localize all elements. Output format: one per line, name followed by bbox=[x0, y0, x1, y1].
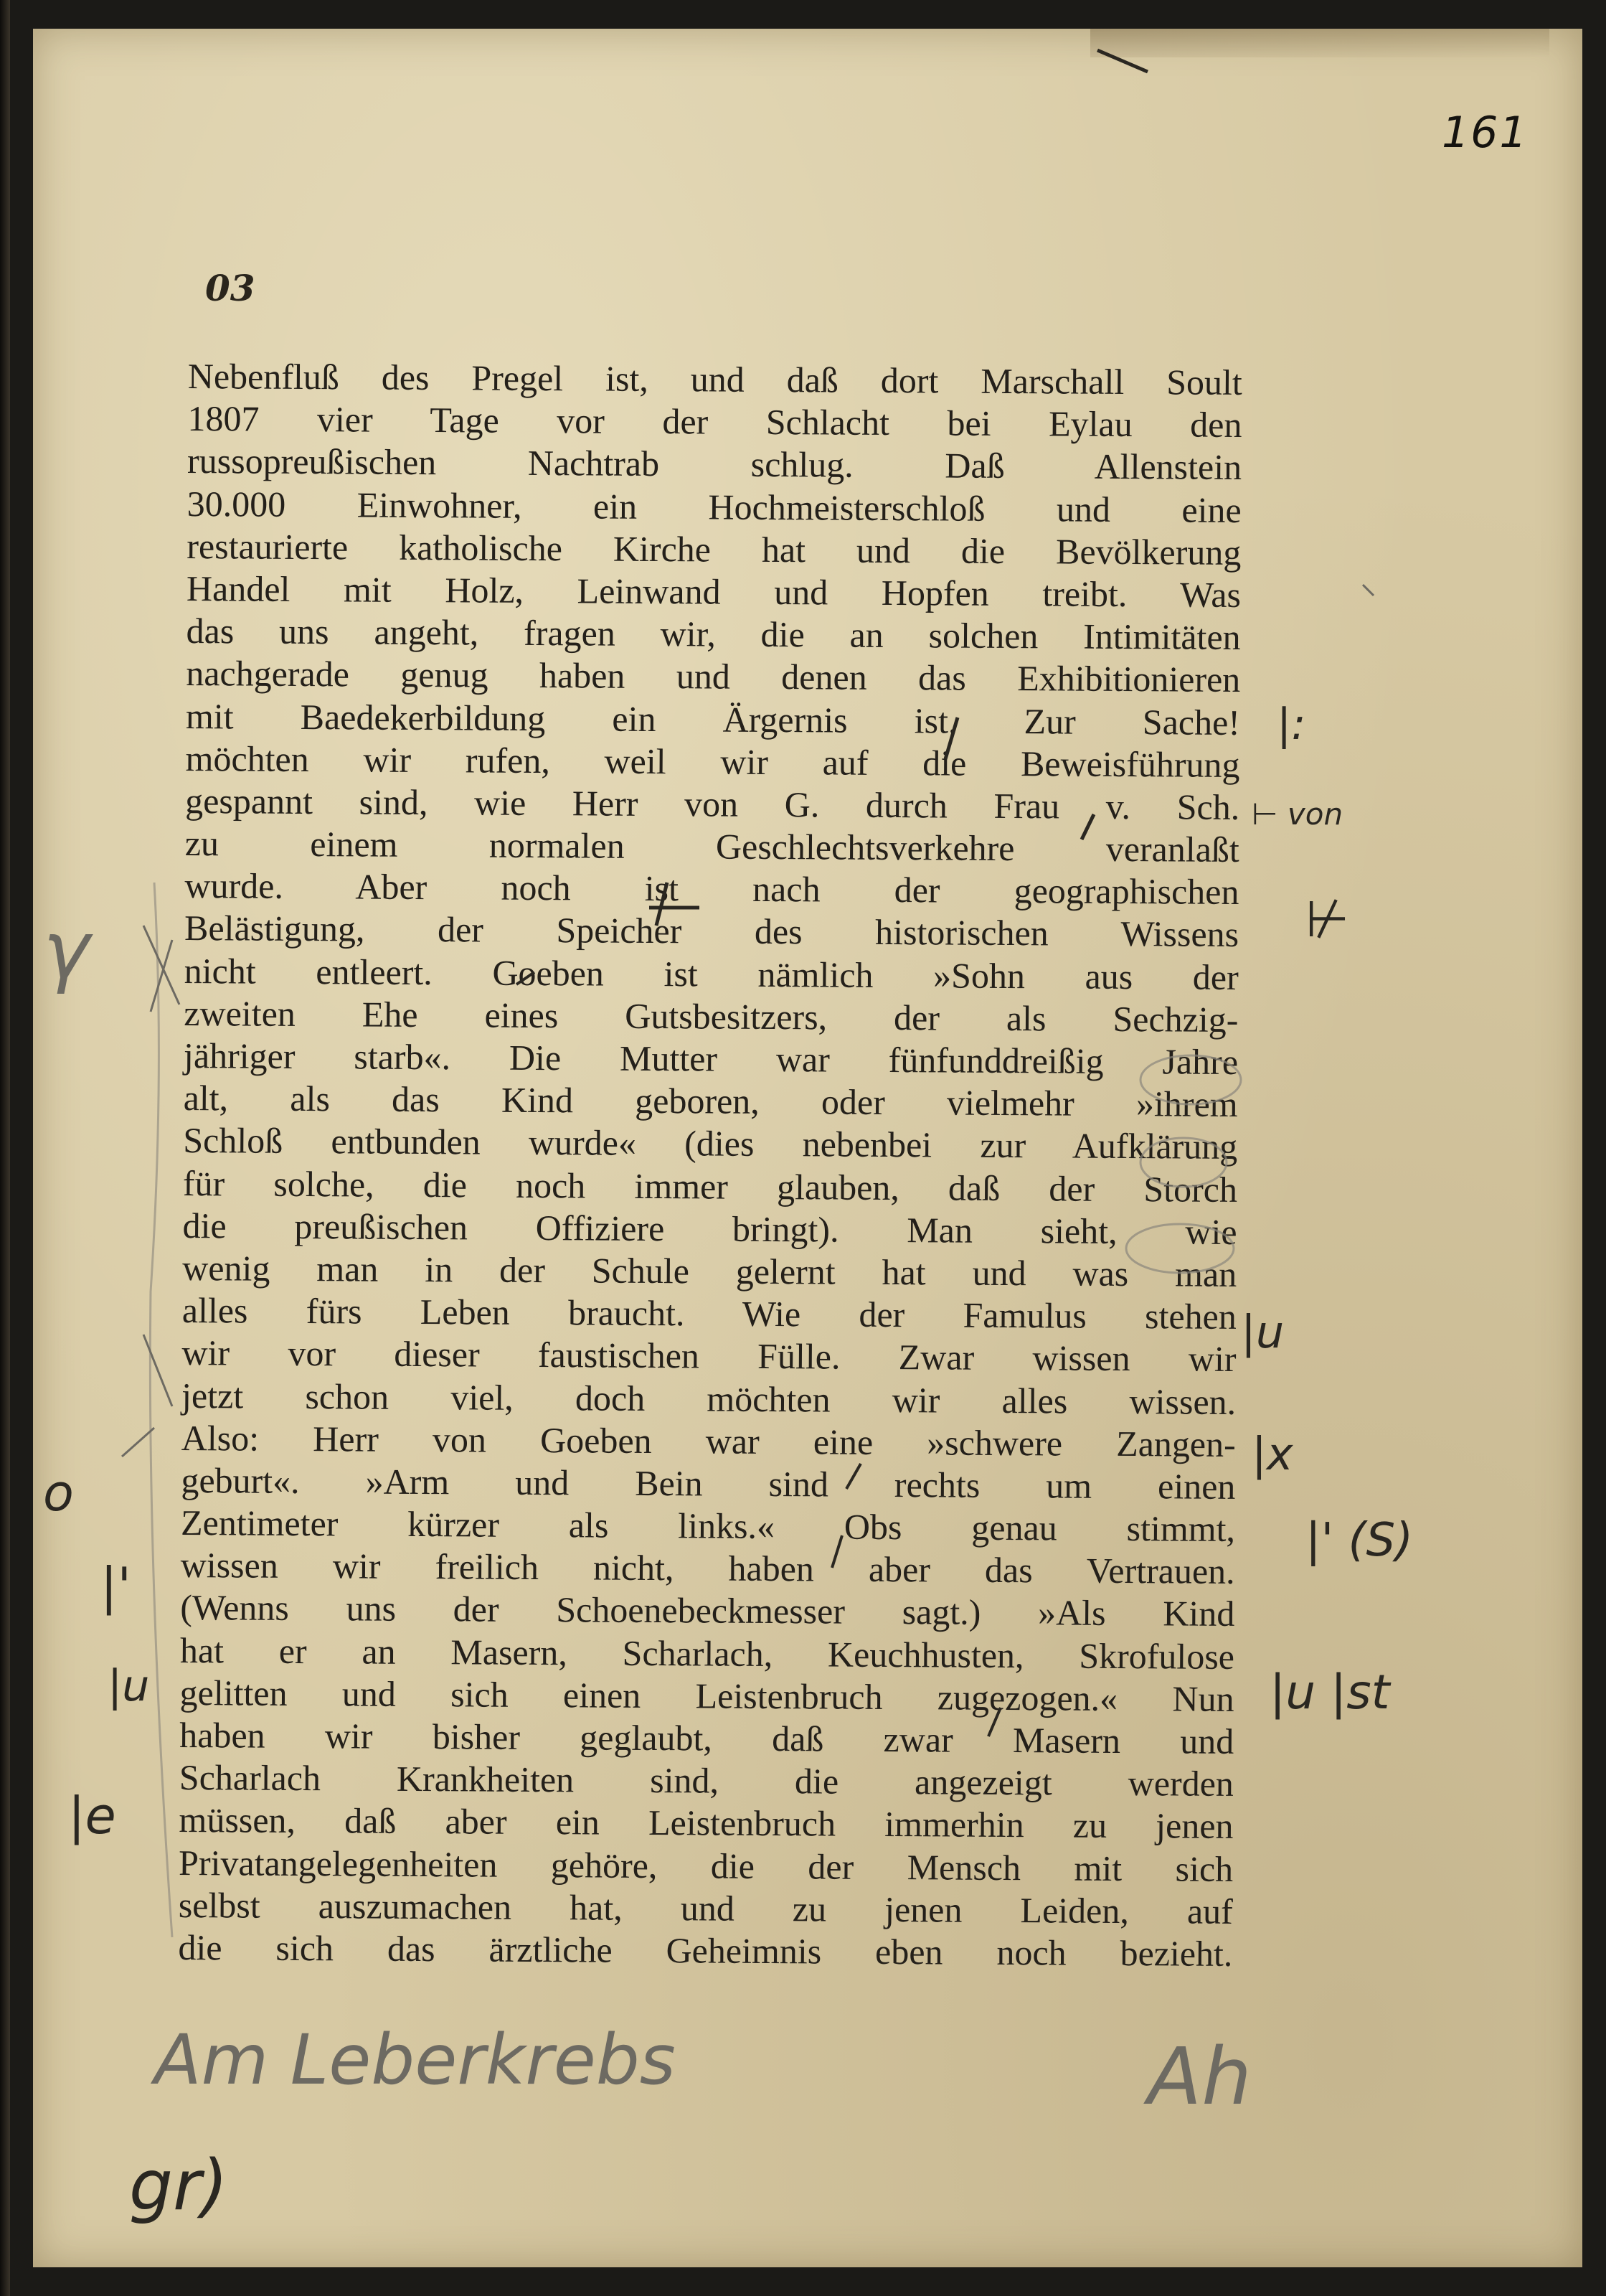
margin-note-right-6: |' (S) bbox=[1305, 1514, 1414, 1567]
handwritten-mark-bottom-right: Ah bbox=[1148, 2031, 1252, 2122]
text-line: möchten wir rufen, weil wir auf die Beweisführung bbox=[185, 738, 1240, 785]
text-line: wissen wir freilich nicht, haben aber das Vertrauen. bbox=[180, 1545, 1235, 1592]
text-line: wurde. Aber noch ist nach der geographischen bbox=[184, 865, 1239, 913]
text-line: wenig man in der Schule gelernt hat und was man bbox=[182, 1247, 1237, 1294]
text-line: Privatangelegenheiten gehöre, die der Mensch mit sich bbox=[178, 1842, 1234, 1889]
text-line: (Wenns uns der Schoenebeckmesser sagt.) »Als Kind bbox=[180, 1587, 1235, 1634]
margin-note-left-5: |e bbox=[68, 1787, 116, 1845]
text-line: Handel mit Holz, Leinwand und Hopfen treibt. Was bbox=[186, 568, 1242, 615]
margin-note-left-3: |' bbox=[100, 1557, 131, 1616]
text-line: für solche, die noch immer glauben, daß der Storch bbox=[182, 1162, 1238, 1210]
text-line: gelitten und sich einen Leistenbruch zugezogen.« Nun bbox=[179, 1672, 1234, 1719]
text-line: mit Baedekerbildung ein Ärgernis ist. Zur Sache! bbox=[185, 695, 1241, 743]
text-line: das uns angeht, fragen wir, die an solchen Intimitäten bbox=[186, 611, 1241, 658]
text-line: nachgerade genug haben und denen das Exhibitionieren bbox=[186, 653, 1241, 700]
text-line: haben wir bisher geglaubt, daß zwar Masern und bbox=[179, 1714, 1234, 1761]
text-line: Nebenfluß des Pregel ist, und daß dort Marschall Soult bbox=[187, 355, 1242, 403]
page-corner-fold bbox=[1090, 29, 1549, 57]
handwritten-note-bottom: Am Leberkrebs bbox=[154, 2020, 676, 2100]
text-line: zweiten Ehe eines Gutsbesitzers, der als Sechzig- bbox=[184, 992, 1239, 1040]
text-line: jähriger starb«. Die Mutter war fünfunddreißig Jahre bbox=[183, 1035, 1239, 1082]
text-line: hat er an Masern, Scharlach, Keuchhusten, Skrofulose bbox=[179, 1629, 1235, 1677]
margin-note-right-4: |u bbox=[1241, 1306, 1285, 1358]
margin-note-left-4: |u bbox=[108, 1661, 150, 1711]
book-gutter bbox=[0, 0, 10, 2296]
text-line: restaurierte katholische Kirche hat und die Bevölkerung bbox=[186, 525, 1242, 573]
text-line: müssen, daß aber ein Leistenbruch immerhin zu jenen bbox=[179, 1799, 1234, 1847]
text-line: Scharlach Krankheiten sind, die angezeigt werden bbox=[179, 1757, 1234, 1805]
margin-note-right-7: |u |st bbox=[1270, 1665, 1390, 1720]
handwritten-initials-bottom: gr) bbox=[129, 2145, 228, 2226]
margin-note-right-1: |: bbox=[1277, 700, 1306, 750]
text-line: wir vor dieser faustischen Fülle. Zwar wissen wir bbox=[181, 1332, 1237, 1380]
text-line: jetzt schon viel, doch möchten wir alles wissen. bbox=[181, 1375, 1237, 1422]
margin-note-left-2: o bbox=[43, 1464, 74, 1523]
text-line: 30.000 Einwohner, ein Hochmeisterschloß und eine bbox=[186, 483, 1242, 530]
handwritten-folio-number: 161 bbox=[1442, 108, 1529, 158]
text-line: Zentimeter kürzer als links.« Obs genau stimmt, bbox=[180, 1502, 1236, 1550]
text-line: die sich das ärztliche Geheimnis eben noch bezieht. bbox=[178, 1926, 1233, 1974]
text-line: gespannt sind, wie Herr von G. durch Frau v. Sch. bbox=[185, 780, 1240, 827]
body-text bbox=[178, 355, 1242, 1975]
margin-note-right-3: ⊬ bbox=[1305, 890, 1349, 949]
text-line: 1807 vier Tage vor der Schlacht bei Eylau den bbox=[187, 398, 1242, 446]
text-line: Belästigung, der Speicher des historischen Wissens bbox=[184, 908, 1239, 955]
text-line: Schloß entbunden wurde« (dies nebenbei zur Aufklärung bbox=[183, 1120, 1238, 1167]
page-number: 03 bbox=[205, 267, 255, 309]
margin-note-left-1: γ bbox=[43, 904, 90, 996]
margin-note-right-2: ⊢ von bbox=[1252, 796, 1343, 832]
text-line: russopreußischen Nachtrab schlug. Daß Allenstein bbox=[186, 441, 1242, 488]
text-line: die preußischen Offiziere bringt). Man sieht, wie bbox=[182, 1205, 1237, 1252]
text-line: geburt«. »Arm und Bein sind rechts um einen bbox=[181, 1459, 1236, 1507]
text-line: alt, als das Kind geboren, oder vielmehr »ihrem bbox=[183, 1078, 1238, 1125]
text-line: alles fürs Leben braucht. Wie der Famulus stehen bbox=[181, 1290, 1237, 1337]
text-line: selbst auszumachen hat, und zu jenen Leiden, auf bbox=[178, 1884, 1233, 1932]
text-line: zu einem normalen Geschlechtsverkehre veranlaßt bbox=[184, 823, 1239, 870]
text-line: nicht entleert. Goeben ist nämlich »Sohn aus der bbox=[184, 950, 1239, 997]
margin-note-right-5: |x bbox=[1252, 1428, 1293, 1480]
text-line: Also: Herr von Goeben war eine »schwere Zangen- bbox=[181, 1417, 1236, 1464]
